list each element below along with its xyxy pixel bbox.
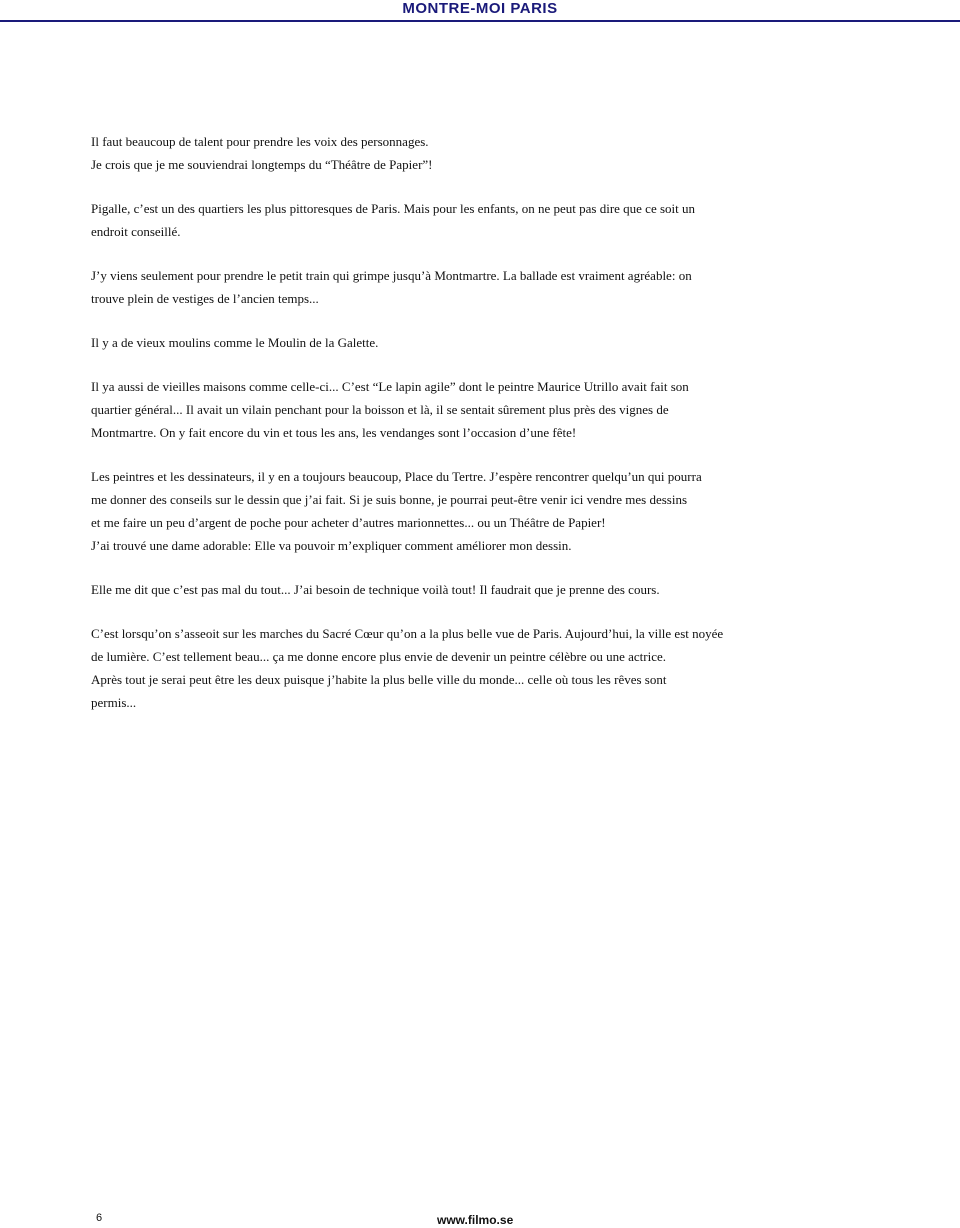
text-line: endroit conseillé. — [91, 224, 181, 239]
text-line: Après tout je serai peut être les deux puisque j’habite la plus belle ville du monde... celle où tous les rêves sont — [91, 672, 667, 687]
text-line: Montmartre. On y fait encore du vin et tous les ans, les vendanges sont l’occasion d’une fête! — [91, 425, 577, 440]
text-line: Il ya aussi de vieilles maisons comme celle-ci... C’est “Le lapin agile” dont le peintre Maurice Utrillo avait fait son — [91, 379, 689, 394]
paragraph — [91, 375, 881, 444]
text-line: Les peintres et les dessinateurs, il y en a toujours beaucoup, Place du Tertre. J’espère rencontrer quelqu’un qui pourra — [91, 469, 702, 484]
text-line: Il y a de vieux moulins comme le Moulin de la Galette. — [91, 335, 379, 350]
page-footer — [0, 1212, 960, 1228]
page-number: 6 — [96, 1212, 103, 1224]
text-line: Je crois que je me souviendrai longtemps du “Théâtre de Papier”! — [91, 157, 433, 172]
text-line: me donner des conseils sur le dessin que j’ai fait. Si je suis bonne, je pourrai peut-être venir ici vendre mes dessins — [91, 492, 688, 507]
paragraph — [91, 197, 881, 243]
text-line: trouve plein de vestiges de l’ancien temps... — [91, 291, 319, 306]
paragraph — [91, 264, 881, 310]
text-line: de lumière. C’est tellement beau... ça me donne encore plus envie de devenir un peintre célèbre ou une actrice. — [91, 649, 666, 664]
text-line: Elle me dit que c’est pas mal du tout... J’ai besoin de technique voilà tout! Il faudrait que je prenne des cours. — [91, 582, 660, 597]
text-line: Il faut beaucoup de talent pour prendre les voix des personnages. — [91, 134, 429, 149]
text-line: et me faire un peu d’argent de poche pour acheter d’autres marionnettes... ou un Théâtre de Papier! — [91, 515, 606, 530]
paragraph — [91, 465, 881, 557]
text-line: J’ai trouvé une dame adorable: Elle va pouvoir m’expliquer comment améliorer mon dessin. — [91, 538, 572, 553]
text-line: Pigalle, c’est un des quartiers les plus pittoresques de Paris. Mais pour les enfants, on ne peut pas dire que ce soit un — [91, 201, 696, 216]
paragraph — [91, 331, 881, 354]
body-text — [91, 130, 881, 735]
text-line: permis... — [91, 695, 137, 710]
footer-url: www.filmo.se — [437, 1213, 514, 1227]
text-line: J’y viens seulement pour prendre le petit train qui grimpe jusqu’à Montmartre. La ballade est vraiment agréable: on — [91, 268, 692, 283]
paragraph — [91, 578, 881, 601]
text-line: quartier général... Il avait un vilain penchant pour la boisson et là, il se sentait sûrement plus près des vignes de — [91, 402, 669, 417]
paragraph — [91, 622, 881, 714]
page-header — [0, 0, 960, 22]
text-line: C’est lorsqu’on s’asseoit sur les marches du Sacré Cœur qu’on a la plus belle vue de Paris. Aujourd’hui, la ville est noyée — [91, 626, 724, 641]
page-header-title: MONTRE-MOI PARIS — [402, 0, 558, 17]
paragraph — [91, 130, 881, 176]
